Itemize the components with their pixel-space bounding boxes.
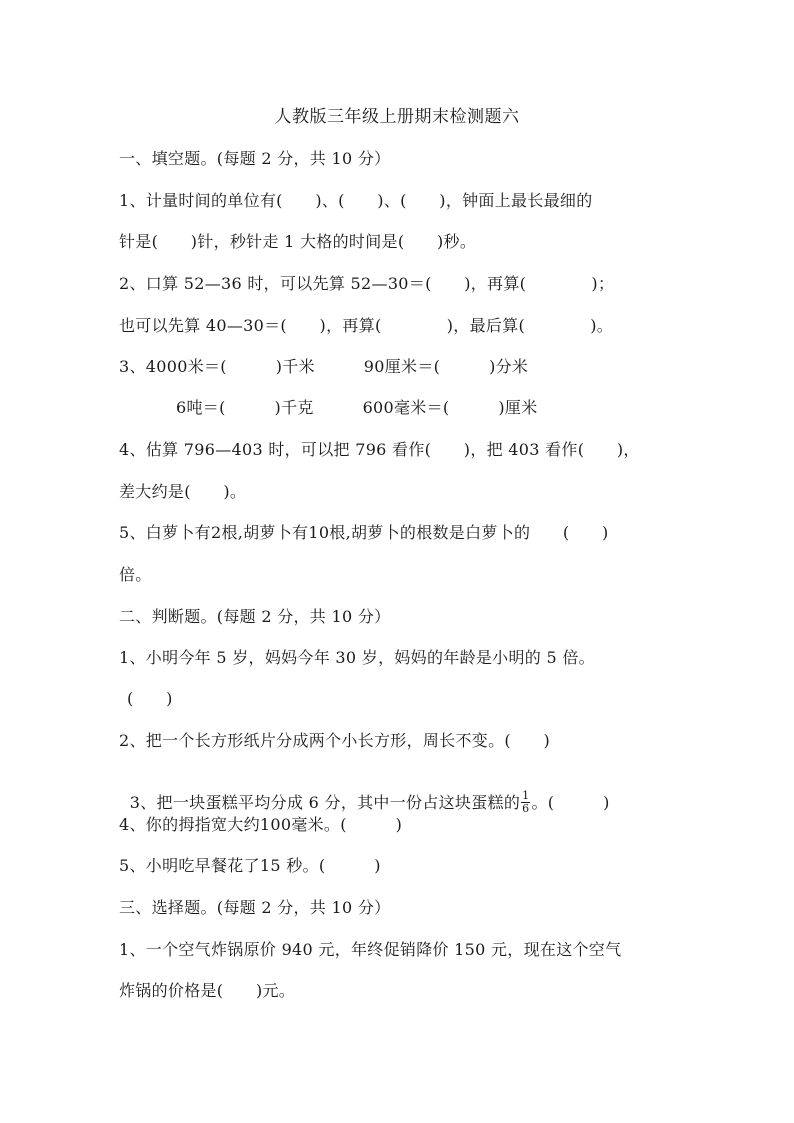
s3-q1-line2: 炸锅的价格是( )元。 — [119, 981, 296, 1000]
s1-q3-line1: 3、4000米＝( )千米 90厘米＝( )分米 — [119, 357, 529, 376]
s1-q5-line2: 倍。 — [119, 565, 152, 584]
s2-q2: 2、把一个长方形纸片分成两个小长方形，周长不变。( ) — [119, 731, 551, 750]
s2-q3-prefix: 3、把一块蛋糕平均分成 6 分，其中一份占这块蛋糕的 — [129, 793, 521, 812]
s1-q4-line1: 4、估算 796—403 时，可以把 796 看作( )，把 403 看作( )， — [119, 440, 640, 459]
section2-heading: 二、判断题。(每题 2 分，共 10 分） — [119, 607, 391, 626]
s2-q1-line1: 1、小明今年 5 岁，妈妈今年 30 岁，妈妈的年龄是小明的 5 倍。 — [119, 648, 595, 667]
section1-heading: 一、填空题。(每题 2 分，共 10 分） — [119, 149, 391, 168]
s2-q5: 5、小明吃早餐花了15 秒。( ) — [119, 856, 381, 875]
s2-q3-suffix: 。( ) — [531, 793, 610, 812]
s1-q2-line2: 也可以先算 40—30＝( )，再算( )，最后算( )。 — [119, 316, 614, 335]
s2-q1-line2: ( ) — [127, 689, 173, 708]
s3-q1-line1: 1、一个空气炸锅原价 940 元，年终促销降价 150 元，现在这个空气 — [119, 940, 622, 959]
s1-q3-line2: 6吨＝( )千克 600毫米＝( )厘米 — [176, 398, 538, 417]
fraction-one-sixth — [521, 790, 530, 815]
fraction-numerator: 1 — [522, 789, 530, 802]
section3-heading: 三、选择题。(每题 2 分，共 10 分） — [119, 898, 391, 917]
s1-q1-line2: 针是( )针，秒针走 1 大格的时间是( )秒。 — [119, 232, 477, 251]
s1-q5-line1: 5、白萝卜有2根,胡萝卜有10根,胡萝卜的根数是白萝卜的 ( ) — [119, 523, 609, 542]
page-title: 人教版三年级上册期末检测题六 — [274, 107, 520, 127]
s1-q4-line2: 差大约是( )。 — [119, 482, 247, 501]
s1-q1-line1: 1、计量时间的单位有( )、( )、( )，钟面上最长最细的 — [119, 191, 593, 210]
s1-q2-line1: 2、口算 52—36 时，可以先算 52—30＝( )，再算( )； — [119, 274, 615, 293]
s2-q3 — [119, 771, 610, 816]
s2-q4: 4、你的拇指宽大约100毫米。( ) — [119, 815, 403, 834]
fraction-denominator: 6 — [522, 802, 530, 815]
